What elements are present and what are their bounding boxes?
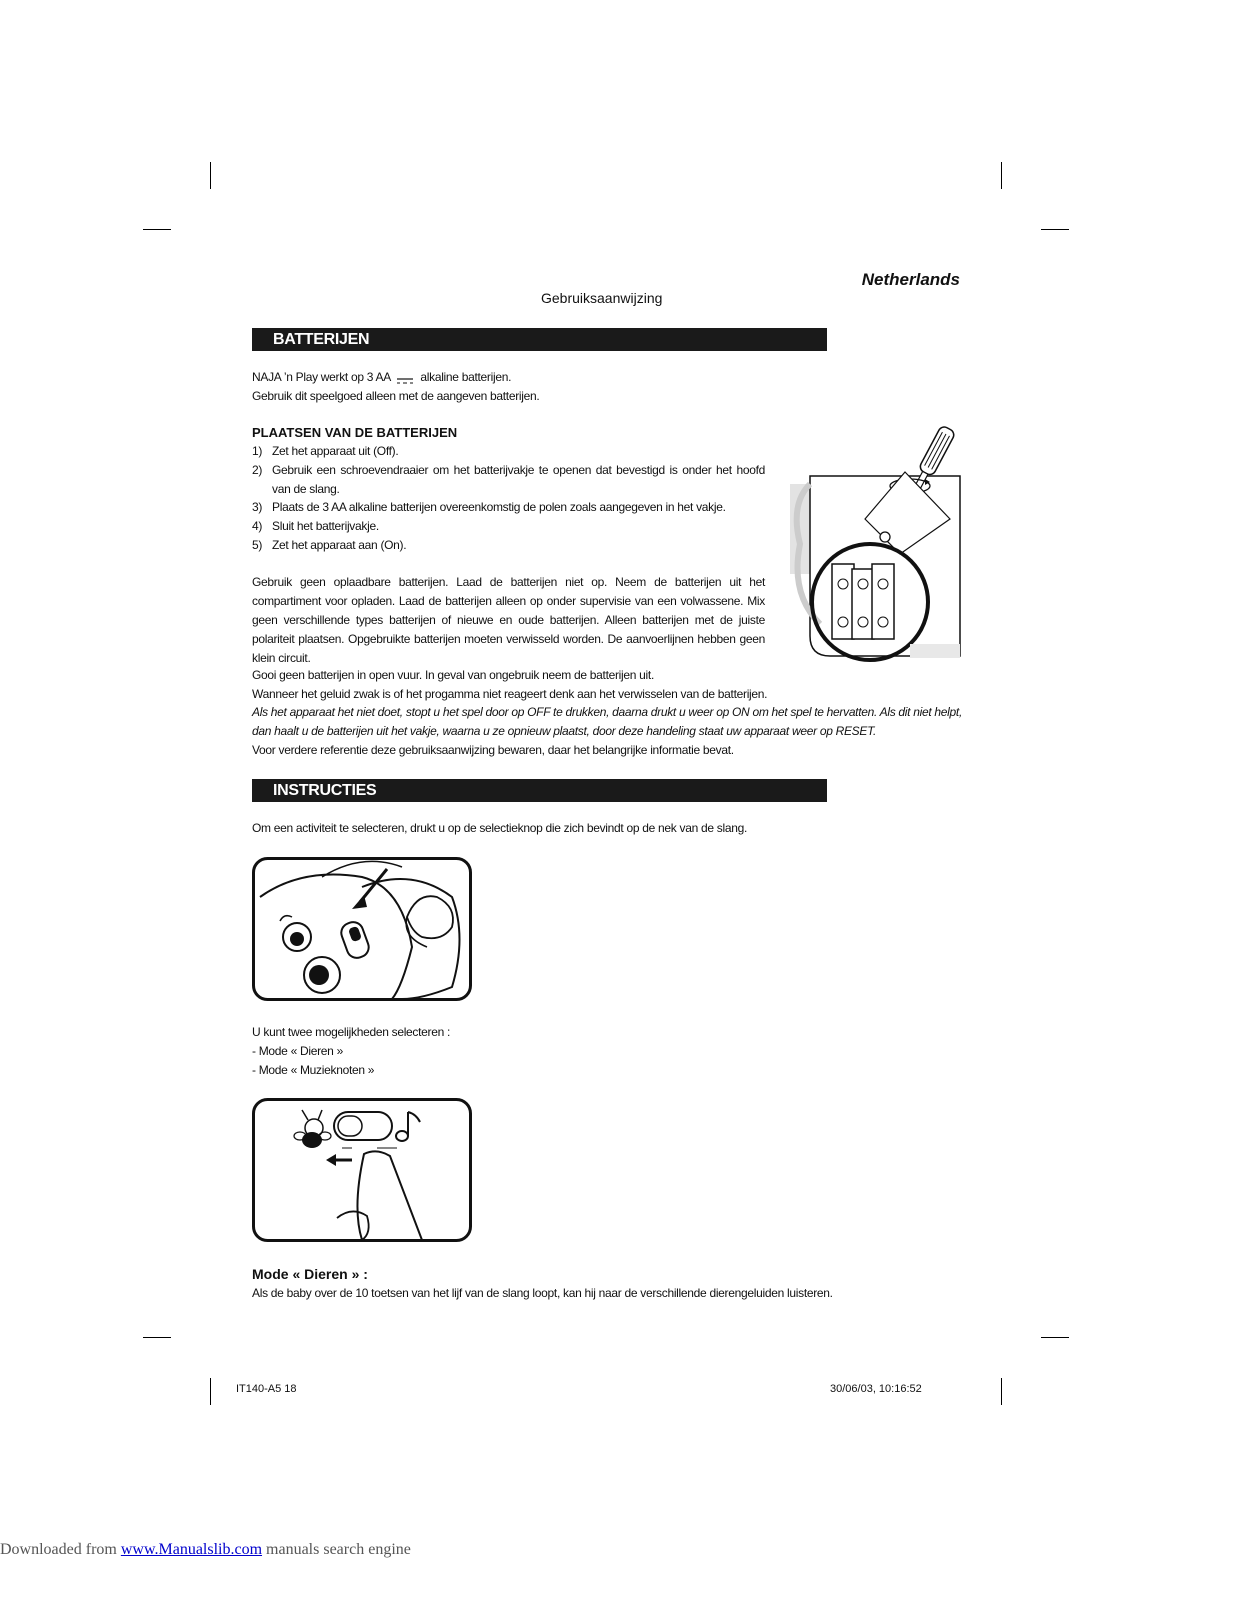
crop-mark [210, 162, 211, 189]
keep-manual-line: Voor verdere referentie deze gebruiksaanwijzing bewaren, daar het belangrijke informatie bevat. [252, 743, 734, 757]
placing-heading: PLAATSEN VAN DE BATTERIJEN [252, 425, 458, 440]
fire-warning-line: Gooi geen batterijen in open vuur. In geval van ongebruik neem de batterijen uit. [252, 668, 654, 682]
battery-warning-paragraph: Gebruik geen oplaadbare batterijen. Laad de batterijen niet op. Neem de batterijen uit het compartiment voor opladen. Laad de batterijen alleen op onder supervisie van een volwassene. Mix geen verschillende types batterijen of nieuwe en oude batterijen. Alleen batterijen met de juiste polariteit plaatsen. Opgebruikte batterijen moeten verwisseld worden. De aanvoerlijnen hebben geen klein circuit. [252, 575, 765, 665]
manualslib-link[interactable]: www.Manualslib.com [120, 1541, 263, 1558]
download-credit [0, 1541, 411, 1559]
mode-animals-heading: Mode « Dieren » : [252, 1266, 368, 1282]
option-music-notes: - Mode « Muzieknoten » [252, 1063, 375, 1077]
footer-file-info: IT140-A5 18 [236, 1383, 297, 1395]
selection-knob-illustration [252, 857, 472, 1002]
weak-sound-line: Wanneer het geluid zwak is of het progamma niet reageert denk aan het verwisselen van de batterijen. [252, 687, 768, 701]
crop-mark [1041, 229, 1069, 230]
battery-intro-line-1 [252, 368, 511, 387]
crop-mark [1001, 162, 1002, 189]
battery-intro-line-2: Gebruik dit speelgoed alleen met de aangeven batterijen. [252, 389, 540, 403]
mode-animals-description: Als de baby over de 10 toetsen van het lijf van de slang loopt, kan hij naar de verschillende dierengeluiden luisteren. [252, 1286, 833, 1300]
crop-mark [210, 1378, 211, 1405]
section-title-instructions: INSTRUCTIES [252, 779, 827, 802]
page-subtitle: Gebruiksaanwijzing [541, 290, 663, 306]
download-prefix: Downloaded from [0, 1541, 121, 1558]
battery-intro-text-a: NAJA ’n Play werkt op 3 AA [252, 370, 391, 384]
crop-mark [1001, 1378, 1002, 1405]
dc-symbol-icon [396, 373, 414, 383]
section-title-batteries: BATTERIJEN [252, 328, 827, 351]
crop-mark [143, 1337, 171, 1338]
battery-compartment-illustration [790, 424, 962, 662]
crop-mark [1041, 1337, 1069, 1338]
footer-timestamp: 30/06/03, 10:16:52 [830, 1383, 922, 1395]
download-suffix: manuals search engine [262, 1541, 411, 1558]
select-instruction: Om een activiteit te selecteren, drukt u op de selectieknop die zich bevindt op de nek van de slang. [252, 821, 747, 835]
battery-intro-text-b: alkaline batterijen. [420, 370, 512, 384]
option-animals: - Mode « Dieren » [252, 1044, 343, 1058]
language-label: Netherlands [861, 270, 960, 289]
mode-switch-illustration [252, 1098, 472, 1243]
reset-instruction: Als het apparaat het niet doet, stopt u het spel door op OFF te drukken, daarna drukt u weer op ON om het spel te hervatten. Als dit niet helpt, dan haalt u de batterijen uit het vakje, waarna u ze opnieuw plaatst, door deze handeling staat uw apparaat weer op RESET. [252, 705, 962, 738]
crop-mark [143, 229, 171, 230]
options-intro: U kunt twee mogelijkheden selecteren : [252, 1025, 451, 1039]
